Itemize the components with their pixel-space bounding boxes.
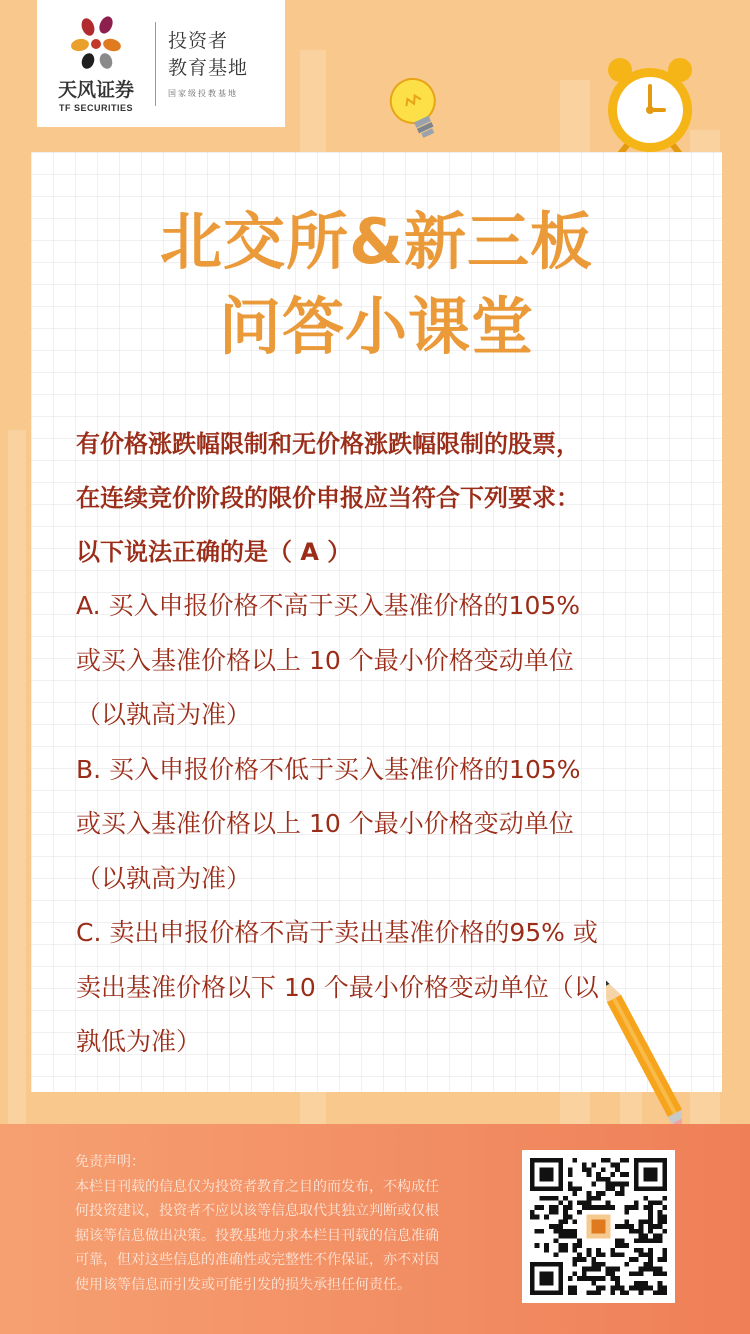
option-line: A. 买入申报价格不高于买入基准价格的105%: [76, 591, 581, 620]
base-subtitle: 国家级投教基地: [168, 89, 238, 98]
brand-name: 天风证券: [57, 78, 134, 101]
disclaimer-line: 本栏目刊载的信息仅为投资者教育之目的而发布，不构成任: [75, 1178, 439, 1195]
option-line: 卖出基准价格以下 10 个最小价格变动单位（以: [76, 972, 599, 1002]
pencil-icon: [606, 965, 682, 1145]
option-line: （以孰高为准）: [76, 863, 252, 893]
page-title-line2: 问答小课堂: [218, 290, 534, 363]
disclaimer-line: 可靠，但对这些信息的准确性或完整性不作保证，亦不对因: [75, 1252, 439, 1268]
question-line: 有价格涨跌幅限制和无价格涨跌幅限制的股票，: [76, 430, 580, 458]
base-name-line1: 投资者: [168, 30, 229, 52]
base-name-line2: 教育基地: [168, 57, 249, 79]
base-name-block: [156, 28, 248, 99]
option-line: 或买入基准价格以上 10 个最小价格变动单位: [76, 645, 574, 675]
question-content: [76, 417, 696, 1070]
brand-name-en: TF SECURITIES: [58, 102, 133, 113]
footer: [0, 1124, 750, 1334]
logo-card: [37, 0, 285, 127]
brand-block: [37, 15, 155, 113]
disclaimer: [75, 1150, 505, 1297]
option-line: （以孰高为准）: [76, 700, 252, 729]
disclaimer-title: 免责声明：: [75, 1154, 145, 1170]
option-line: C. 卖出申报价格不高于卖出基准价格的95% 或: [76, 918, 598, 947]
light-bulb-icon: [382, 70, 452, 150]
flower-logo-icon: [66, 15, 126, 71]
question-line: 在连续竞价阶段的限价申报应当符合下列要求：: [76, 484, 580, 512]
main-card: [31, 152, 722, 1092]
disclaimer-line: 何投资建议，投资者不应以该等信息取代其独立判断或仅根: [75, 1203, 439, 1219]
option-line: 孰低为准）: [76, 1027, 202, 1056]
disclaimer-line: 使用该等信息而引发或可能引发的损失承担任何责任。: [75, 1276, 411, 1293]
disclaimer-line: 据该等信息做出决策。投教基地力求本栏目刊载的信息准确: [75, 1227, 439, 1244]
qr-code-icon: [530, 1158, 667, 1295]
question-line: 以下说法正确的是（ A ）: [76, 538, 352, 566]
qr-code-box[interactable]: [522, 1150, 675, 1303]
option-line: B. 买入申报价格不低于买入基准价格的105%: [76, 754, 581, 784]
page-title-line1: 北交所&新三板: [159, 205, 594, 278]
alarm-clock-icon: [600, 52, 700, 156]
option-line: 或买入基准价格以上 10 个最小价格变动单位: [76, 809, 574, 838]
